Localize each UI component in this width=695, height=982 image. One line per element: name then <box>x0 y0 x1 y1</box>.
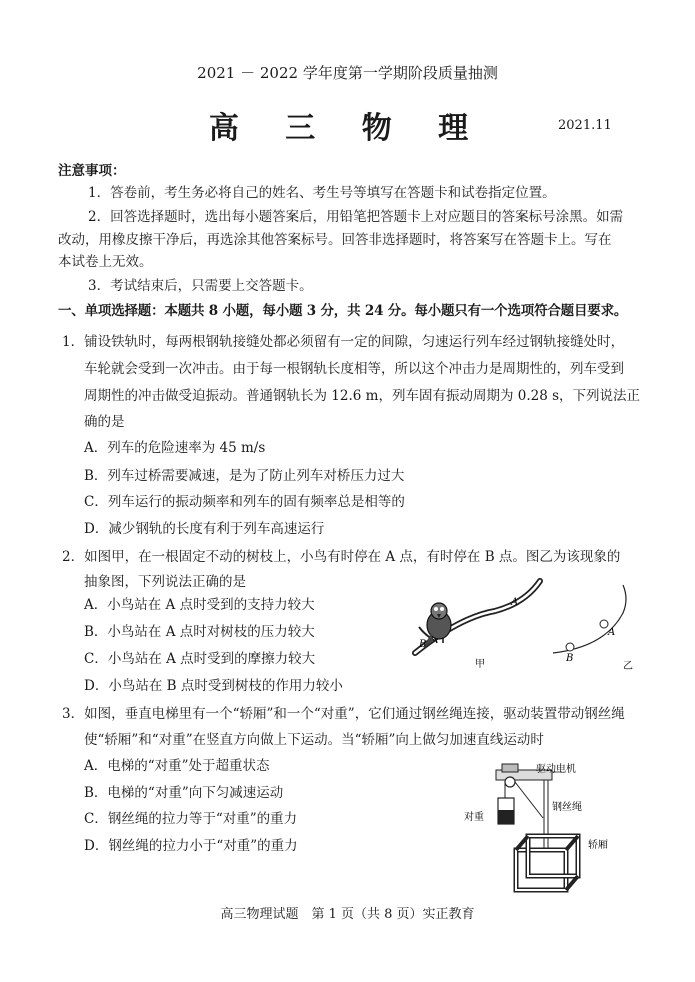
q2-line-2: 抽象图，下列说法正确的是 <box>84 574 246 590</box>
cabin-icon <box>516 836 578 890</box>
notice-item-2-line-3: 本试卷上无效。 <box>58 254 153 270</box>
notice-heading: 注意事项： <box>58 163 126 179</box>
q1-line-1: 1．铺设铁轨时，每两根钢轨接缝处都必须留有一定的间隙，匀速运行列车经过钢轨接缝处时， <box>62 334 625 350</box>
fig1-label-b: B <box>419 639 427 650</box>
point-b-marker <box>566 643 574 651</box>
branch-arc <box>553 585 626 653</box>
q1-line-4: 确的是 <box>84 414 125 430</box>
fig2-label-b: B <box>566 653 574 664</box>
fig-yi-label: 乙 <box>623 661 633 672</box>
q3-option-a: A．电梯的“对重”处于超重状态 <box>84 758 270 774</box>
counterweight-icon <box>498 798 514 824</box>
notice-item-2-line-2: 改动，用橡皮擦干净后，再选涂其他答案标号。回答非选择题时，将答案写在答题卡上。写在 <box>58 232 612 248</box>
bird-icon <box>423 603 451 649</box>
notice-item-3: 3．考试结束后，只需要上交答题卡。 <box>88 278 313 294</box>
q2-option-a: A．小鸟站在 A 点时受到的支持力较大 <box>84 597 315 613</box>
fig1-label-a: A <box>511 597 519 608</box>
q1-option-a: A．列车的危险速率为 45 m/s <box>84 440 266 456</box>
q1-option-b: B．列车过桥需要减速，是为了防止列车对桥压力过大 <box>84 468 405 484</box>
page-footer: 高三物理试题 第 1 页（共 8 页）实正教育 <box>220 907 475 922</box>
fig2-label-a: A <box>608 627 616 638</box>
point-a-marker <box>600 620 608 628</box>
q2-figure <box>405 575 645 675</box>
fig-jia-label: 甲 <box>475 659 485 670</box>
motor-label: 驱动电机 <box>536 764 576 775</box>
exam-date: 2021.11 <box>558 118 612 133</box>
q2-option-c: C．小鸟站在 A 点时受到的摩擦力较大 <box>84 651 316 667</box>
q3-option-c: C．钢丝绳的拉力等于“对重”的重力 <box>84 811 298 827</box>
counterweight-label: 对重 <box>464 812 484 823</box>
q1-line-3: 周期性的冲击做受迫振动。普通钢轨长为 12.6 m，列车固有振动周期为 0.28 s，下列说法正 <box>84 388 641 404</box>
q3-line-2: 使“轿厢”和“对重”在竖直方向做上下运动。当“轿厢”向上做匀加速直线运动时 <box>84 732 544 748</box>
q3-option-b: B．电梯的“对重”向下匀减速运动 <box>84 785 284 801</box>
q2-line-1: 2．如图甲，在一根固定不动的树枝上，小鸟有时停在 A 点，有时停在 B 点。图乙为该现象的 <box>62 549 621 565</box>
elevator-figure <box>458 758 638 898</box>
q2-option-d: D．小鸟站在 B 点时受到树枝的作用力较小 <box>84 678 343 694</box>
q2-option-b: B．小鸟站在 A 点时对树枝的压力较大 <box>84 624 315 640</box>
cabin-label: 轿厢 <box>588 840 608 851</box>
exam-header: 2021 － 2022 学年度第一学期阶段质量抽测 <box>197 64 498 82</box>
page-title: 高 三 物 理 <box>208 111 487 146</box>
notice-item-2-line-1: 2．回答选择题时，选出每小题答案后，用铅笔把答题卡上对应题目的答案标号涂黑。如需 <box>88 209 624 225</box>
rope-label: 钢丝绳 <box>552 802 582 813</box>
q3-option-d: D．钢丝绳的拉力小于“对重”的重力 <box>84 838 298 854</box>
q1-option-d: D．减少钢轨的长度有利于列车高速运行 <box>84 521 325 537</box>
q3-line-1: 3．如图，垂直电梯里有一个“轿厢”和一个“对重”，它们通过钢丝绳连接，驱动装置带动钢丝绳 <box>62 706 625 722</box>
notice-item-1: 1．答卷前，考生务必将自己的姓名、考生号等填写在答题卡和试卷指定位置。 <box>88 185 556 201</box>
q1-option-c: C．列车运行的振动频率和列车的固有频率总是相等的 <box>84 494 405 510</box>
q1-line-2: 车轮就会受到一次冲击。由于每一根钢轨长度相等，所以这个冲击力是周期性的，列车受到 <box>84 361 624 377</box>
section-heading: 一、单项选择题：本题共 8 小题，每小题 3 分，共 24 分。每小题只有一个选项符合题目要求。 <box>58 303 628 319</box>
